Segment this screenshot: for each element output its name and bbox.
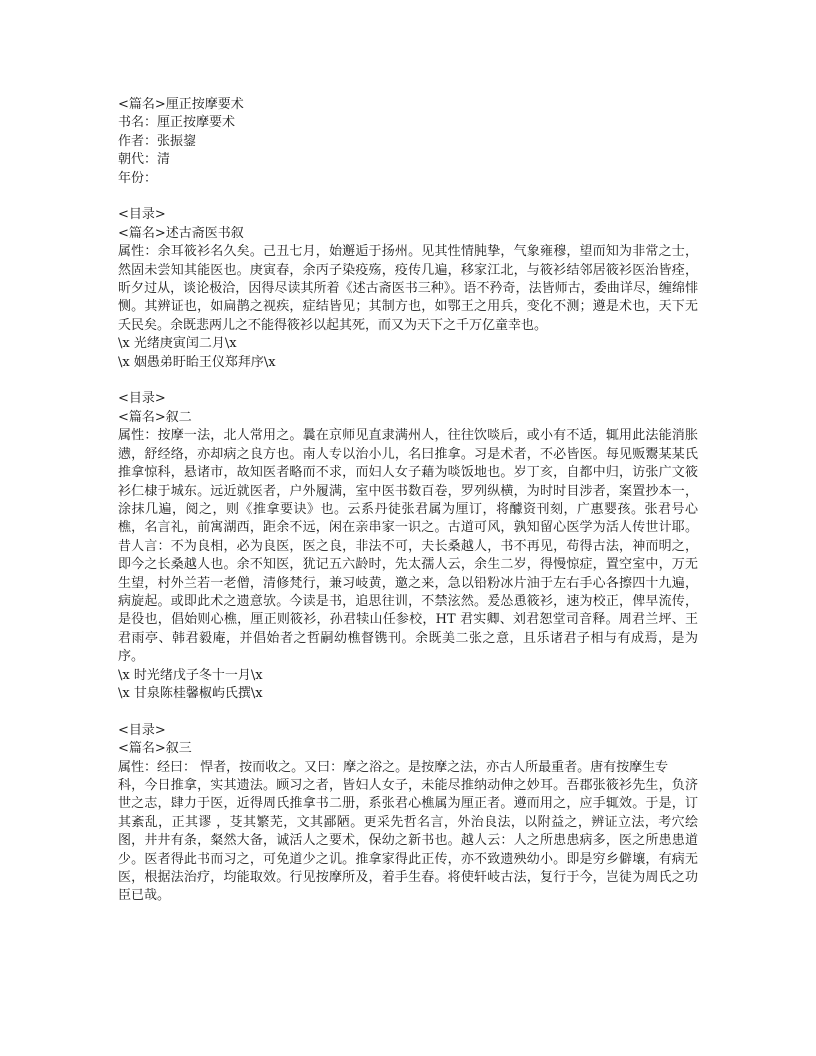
section-body: 科，今日推拿，实其遗法。顾习之者，皆妇人女子，未能尽推纳动伸之妙耳。吾郡张筱衫先生，负济世之志，肆力于医，近得周氏推拿书二册，系张君心樵属为厘正者。遵而用之，应手辄效。于是，订其紊乱，正其谬 ，芟其繁芜，文其鄙陋。更采先哲名言，外治良法，以附益之，辨证立法，考穴绘图，井井有条，粲然大备，诚活人之要术，保幼之新书也。越人云：人之所患患病多，医之所患患道少。医者得此书而习之，可免道少之讥。推拿家得此正传，亦不致遗殃幼小。即是穷乡僻壤，有病无医，根据法治疗，均能取效。行见按摩所及，着手生春。将使轩岐古法，复行于今，岂徒为周氏之功臣已哉。 [118,777,698,904]
signoff-author: \x 甘泉陈桂馨椒屿氏撰\x [118,685,263,701]
dynasty-line: 朝代：清 [118,152,171,168]
section-body-first: 属性：经曰： 悍者，按而收之。又曰：摩之浴之。是按摩之法，亦古人所最重者。唐有按摩生专 [118,759,669,775]
section-body: 属性：余耳筱衫名久矣。己丑七月，始邂逅于扬州。见其性情肫挚，气象雍穆，望而知为非常之士，然固未尝知其能医也。庚寅春，余丙子染疫殇，疫传几遍，移家江北，与筱衫结邻居筱衫医治皆痊，昕夕过从，谈论极洽，因得尽读其所着《述古斋医书三种》。语不矜奇，法皆师古，委曲详尽，缠绵悱恻。其辨证也，如扁鹊之视疾，症结皆见；其制方也，如鄂王之用兵，变化不测；遵是术也，天下无夭民矣。余既悲两儿之不能得筱衫以起其死，而又为天下之千万亿童幸也。 [118,244,698,333]
signoff-date: \x 时光绪戊子冬十一月\x [118,667,263,683]
toc-marker: <目录> [118,207,166,223]
section-title: <篇名>述古斋医书叙 [118,225,244,241]
signoff-author: \x 姻愚弟盱眙王仪郑拜序\x [118,354,276,370]
spacer [118,372,698,390]
toc-marker: <目录> [118,722,166,738]
author-line: 作者：张振鋆 [118,133,197,149]
section-body: 属性：按摩一法，北人常用之。曩在京师见直隶满州人，往往饮啖后，或小有不适，辄用此法能消胀懑，舒经络，亦却病之良方也。南人专以治小儿，名曰推拿。习是术者，不必皆医。每见贩鬻某某氏推拿惊科，悬诸市，故知医者略而不求，而妇人女子藉为啖饭地也。岁丁亥，自都中归，访张广文筱衫仁棣于城东。远近就医者，户外履满，室中医书数百卷，罗列纵横，为时时目涉者，案置抄本一，涂抹几遍，阅之，则《推拿要诀》也。云系丹徒张君属为厘订，将醵资刊刻，广惠婴孩。张君号心樵，名言礼，前寓湖西，距余不远，闲在亲串家一识之。古道可风，孰知留心医学为活人传世计耶。昔人言：不为良相，必为良医，医之良，非法不可，夫长桑越人，书不再见，苟得古法，神而明之，即今之长桑越人也。余不知医，犹记五六龄时，先太孺人云，余生二岁，得慢惊症，置空室中，万无生望，村外兰若一老僧，清修梵行，兼习岐黄，邀之来，急以铅粉冰片油于左右手心各擦四十九遍，病旋起。或即此术之遗意欤。今读是书，追思往训，不禁泫然。爰怂恿筱衫，速为校正，俾早流传，是役也，倡始则心樵，厘正则筱衫，孙君犊山任参校，HT 君实卿、刘君恕堂司音释。周君兰坪、王君雨亭、韩君毅庵，并倡始者之哲嗣幼樵督镌刊。余既美二张之意，且乐诸君子相与有成焉，是为序。 [118,428,698,665]
toc-marker: <目录> [118,391,166,407]
year-line: 年份： [118,170,158,186]
signoff-date: \x 光绪庚寅闰二月\x [118,336,237,352]
spacer [118,188,698,206]
spacer [118,703,698,721]
book-name-line: 书名：厘正按摩要术 [118,115,236,131]
section-title: <篇名>叙三 [118,741,192,757]
section-title: <篇名>叙二 [118,409,192,425]
document-page [118,96,698,906]
chapter-title-line: <篇名>厘正按摩要术 [118,97,244,112]
